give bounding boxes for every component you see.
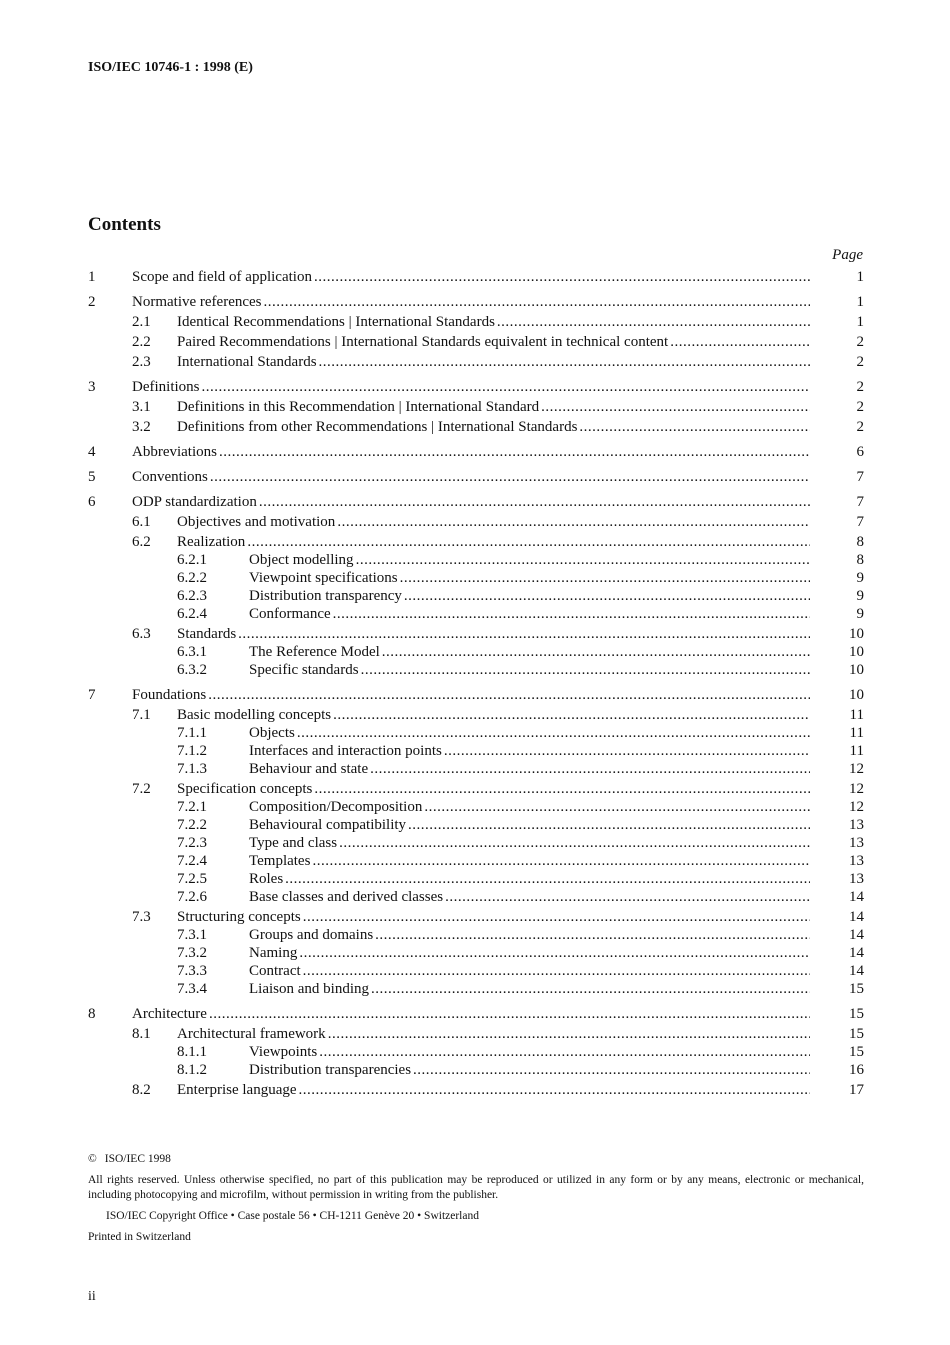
dot-leader: [303, 908, 810, 926]
toc-entry: [88, 398, 864, 416]
dot-leader: [337, 513, 810, 531]
toc-entry-label-wrap: [249, 888, 810, 906]
toc-entry-page: 13: [849, 871, 864, 887]
toc-entry-label: Behaviour and state: [249, 761, 369, 777]
toc-entry-label: Type and class: [249, 835, 338, 851]
toc-entry-page: 14: [849, 945, 864, 961]
toc-entry-number: 7.2.2: [177, 817, 207, 833]
dot-leader: [333, 605, 810, 623]
toc-entry-number: 7.3: [132, 909, 151, 925]
toc-entry-label: Objectives and motivation: [177, 514, 336, 530]
toc-entry-label-wrap: [249, 834, 810, 852]
toc-entry-label-wrap: [177, 1081, 810, 1099]
toc-entry: [88, 493, 864, 511]
toc-entry-label-wrap: [249, 1043, 810, 1061]
toc-entry-label: The Reference Model: [249, 644, 380, 660]
toc-entry-page: 2: [856, 419, 864, 435]
toc-entry-label: Groups and domains: [249, 927, 374, 943]
toc-entry-page: 16: [849, 1062, 864, 1078]
dot-leader: [404, 587, 810, 605]
dot-leader: [299, 944, 810, 962]
toc-entry: [88, 944, 864, 962]
toc-entry-label: Normative references: [132, 294, 262, 310]
toc-entry-label: Naming: [249, 945, 298, 961]
toc-entry-page: 1: [856, 294, 864, 310]
toc-entry: [88, 1061, 864, 1079]
toc-entry-label-wrap: [249, 870, 810, 888]
toc-entry-label: Templates: [249, 853, 311, 869]
toc-entry-label-wrap: [132, 468, 810, 486]
toc-entry-label: Interfaces and interaction points: [249, 743, 442, 759]
toc-entry-page: 14: [849, 963, 864, 979]
page-number: ii: [88, 1289, 96, 1304]
toc-entry-page: 9: [856, 606, 864, 622]
dot-leader: [247, 533, 810, 551]
dot-leader: [299, 1081, 810, 1099]
toc-entry-number: 6.2.4: [177, 606, 207, 622]
toc-entry: [88, 587, 864, 605]
toc-entry-number: 5: [88, 469, 96, 485]
toc-entry-page: 1: [856, 314, 864, 330]
toc-entry-label-wrap: [249, 852, 810, 870]
toc-entry-number: 7.2.3: [177, 835, 207, 851]
toc-entry: [88, 443, 864, 461]
toc-entry-label: Roles: [249, 871, 284, 887]
toc-entry-label: Standards: [177, 626, 237, 642]
toc-entry-label: Viewpoint specifications: [249, 570, 398, 586]
toc-entry-number: 8.1.1: [177, 1044, 207, 1060]
toc-entry-label: Definitions from other Recommendations | International Standards: [177, 419, 578, 435]
dot-leader: [314, 268, 810, 286]
toc-entry-page: 6: [856, 444, 864, 460]
dot-leader: [314, 780, 810, 798]
toc-entry: [88, 333, 864, 351]
toc-entry-label: Enterprise language: [177, 1082, 297, 1098]
dot-leader: [297, 724, 810, 742]
toc-entry-page: 2: [856, 399, 864, 415]
toc-entry-label-wrap: [132, 378, 810, 396]
dot-leader: [361, 661, 810, 679]
toc-entry: [88, 551, 864, 569]
toc-entry-label-wrap: [249, 643, 810, 661]
toc-entry-label: Abbreviations: [132, 444, 217, 460]
dot-leader: [339, 834, 810, 852]
toc-entry-label-wrap: [249, 661, 810, 679]
toc-entry-label-wrap: [132, 1005, 810, 1023]
toc-entry: [88, 816, 864, 834]
dot-leader: [356, 551, 810, 569]
dot-leader: [285, 870, 810, 888]
dot-leader: [259, 493, 810, 511]
toc-entry-page: 10: [849, 662, 864, 678]
toc-entry-label-wrap: [132, 443, 810, 461]
toc-entry-number: 6.2.1: [177, 552, 207, 568]
toc-entry-number: 2.3: [132, 354, 151, 370]
toc-entry-label: Definitions: [132, 379, 200, 395]
toc-entry: [88, 706, 864, 724]
toc-entry: [88, 870, 864, 888]
toc-entry-page: 15: [849, 1006, 864, 1022]
toc-entry-label-wrap: [132, 268, 810, 286]
toc-entry-label: Contract: [249, 963, 301, 979]
toc-entry-page: 1: [856, 269, 864, 285]
toc-entry-number: 2: [88, 294, 96, 310]
toc-entry-label-wrap: [177, 533, 810, 551]
toc-entry-number: 6.3.2: [177, 662, 207, 678]
toc-entry: [88, 533, 864, 551]
toc-entry-page: 2: [856, 379, 864, 395]
toc-entry-page: 9: [856, 570, 864, 586]
toc-entry-number: 3.1: [132, 399, 151, 415]
toc-entry-number: 7.3.4: [177, 981, 207, 997]
toc-entry-number: 7.1: [132, 707, 151, 723]
copyright-line: [88, 1152, 864, 1167]
toc-entry: [88, 468, 864, 486]
toc-entry-label: Architectural framework: [177, 1026, 326, 1042]
dot-leader: [312, 852, 810, 870]
dot-leader: [333, 706, 810, 724]
toc-entry: [88, 888, 864, 906]
toc-entry-page: 2: [856, 354, 864, 370]
toc-entry: [88, 852, 864, 870]
dot-leader: [319, 353, 810, 371]
toc-entry-page: 2: [856, 334, 864, 350]
toc-entry-label: Distribution transparency: [249, 588, 402, 604]
toc-entry-label: International Standards: [177, 354, 317, 370]
toc-entry: [88, 1043, 864, 1061]
dot-leader: [209, 1005, 810, 1023]
toc-entry-number: 1: [88, 269, 96, 285]
dot-leader: [408, 816, 810, 834]
toc-entry-page: 14: [849, 889, 864, 905]
toc-entry-label-wrap: [177, 313, 810, 331]
toc-entry-number: 6.2.2: [177, 570, 207, 586]
toc-entry-number: 2.2: [132, 334, 151, 350]
toc-entry-page: 8: [856, 534, 864, 550]
toc-entry-page: 7: [856, 494, 864, 510]
toc-entry-label: Composition/Decomposition: [249, 799, 423, 815]
toc-entry-number: 6.3.1: [177, 644, 207, 660]
toc-entry-label-wrap: [132, 493, 810, 511]
toc-entry-page: 15: [849, 981, 864, 997]
toc-entry-label: Scope and field of application: [132, 269, 312, 285]
toc-entry-number: 6.2: [132, 534, 151, 550]
toc-entry-label: Architecture: [132, 1006, 207, 1022]
toc-entry-number: 3: [88, 379, 96, 395]
toc-entry: [88, 569, 864, 587]
toc-entry: [88, 625, 864, 643]
toc-entry-label-wrap: [177, 418, 810, 436]
toc-entry-number: 8.1.2: [177, 1062, 207, 1078]
toc-entry-label: Behavioural compatibility: [249, 817, 407, 833]
toc-entry-page: 12: [849, 781, 864, 797]
toc-entry-label-wrap: [249, 587, 810, 605]
dot-leader: [579, 418, 810, 436]
toc-entry-label: Structuring concepts: [177, 909, 301, 925]
toc-entry: [88, 268, 864, 286]
toc-entry-label: Specific standards: [249, 662, 359, 678]
toc-entry-label-wrap: [249, 944, 810, 962]
copyright-icon: ©: [88, 1153, 97, 1165]
toc-entry: [88, 962, 864, 980]
toc-entry-page: 11: [849, 725, 864, 741]
toc-entry-label: Viewpoints: [249, 1044, 318, 1060]
dot-leader: [444, 742, 810, 760]
dot-leader: [202, 378, 811, 396]
toc-entry-number: 3.2: [132, 419, 151, 435]
toc-entry-number: 7.2.5: [177, 871, 207, 887]
toc-entry: [88, 760, 864, 778]
dot-leader: [303, 962, 810, 980]
toc-entry-label-wrap: [177, 780, 810, 798]
dot-leader: [238, 625, 810, 643]
toc-entry-label: Objects: [249, 725, 295, 741]
toc-entry-page: 13: [849, 835, 864, 851]
toc-entry-number: 8: [88, 1006, 96, 1022]
toc-entry-number: 8.1: [132, 1026, 151, 1042]
toc-entry: [88, 926, 864, 944]
dot-leader: [541, 398, 810, 416]
toc-entry-page: 14: [849, 927, 864, 943]
toc-entry-number: 7.2.4: [177, 853, 207, 869]
toc-entry: [88, 834, 864, 852]
page-column-label: Page: [832, 247, 863, 263]
toc-entry-page: 11: [849, 707, 864, 723]
toc-entry-page: 14: [849, 909, 864, 925]
dot-leader: [210, 468, 810, 486]
toc-entry-label: Liaison and binding: [249, 981, 369, 997]
toc-entry-label-wrap: [132, 686, 810, 704]
toc-entry-page: 13: [849, 817, 864, 833]
toc-entry-label-wrap: [177, 706, 810, 724]
toc-entry-number: 7.2.1: [177, 799, 207, 815]
toc-entry-label-wrap: [177, 353, 810, 371]
toc-entry-page: 15: [849, 1044, 864, 1060]
toc-entry-label: Definitions in this Recommendation | International Standard: [177, 399, 540, 415]
toc-entry-page: 11: [849, 743, 864, 759]
table-of-contents: [88, 268, 864, 1099]
toc-entry: [88, 643, 864, 661]
toc-entry-label: Conformance: [249, 606, 331, 622]
toc-entry-label-wrap: [249, 926, 810, 944]
toc-entry-page: 9: [856, 588, 864, 604]
toc-entry-number: 2.1: [132, 314, 151, 330]
dot-leader: [445, 888, 810, 906]
toc-entry-page: 7: [856, 469, 864, 485]
toc-entry-label-wrap: [249, 1061, 810, 1079]
dot-leader: [375, 926, 810, 944]
toc-entry: [88, 378, 864, 396]
toc-entry-number: 7.2.6: [177, 889, 207, 905]
toc-entry-label-wrap: [177, 1025, 810, 1043]
toc-entry-number: 7.1.3: [177, 761, 207, 777]
toc-entry: [88, 798, 864, 816]
toc-entry-number: 7.2: [132, 781, 151, 797]
toc-entry-number: 6.1: [132, 514, 151, 530]
toc-entry: [88, 605, 864, 623]
toc-entry-label-wrap: [249, 551, 810, 569]
dot-leader: [319, 1043, 810, 1061]
toc-entry-page: 12: [849, 799, 864, 815]
toc-entry-label: Object modelling: [249, 552, 354, 568]
toc-entry-label: Distribution transparencies: [249, 1062, 412, 1078]
toc-entry: [88, 661, 864, 679]
toc-entry: [88, 908, 864, 926]
toc-entry-label-wrap: [132, 293, 810, 311]
toc-entry: [88, 724, 864, 742]
toc-entry-label-wrap: [177, 398, 810, 416]
rights-statement: All rights reserved. Unless otherwise specified, no part of this publication may be reproduced or utilized in any form or by any means, electronic or mechanical, including photocopying and microfilm, without permission in writing from the publisher.: [88, 1174, 864, 1201]
toc-entry-number: 7.3.3: [177, 963, 207, 979]
dot-leader: [208, 686, 810, 704]
toc-entry-label: Specification concepts: [177, 781, 313, 797]
toc-entry-label: Conventions: [132, 469, 208, 485]
contents-title: Contents: [88, 214, 161, 235]
copyright-text: ISO/IEC 1998: [104, 1153, 171, 1165]
dot-leader: [424, 798, 810, 816]
toc-entry-label: Realization: [177, 534, 246, 550]
toc-entry-label: ODP standardization: [132, 494, 257, 510]
toc-entry: [88, 418, 864, 436]
toc-entry-page: 10: [849, 626, 864, 642]
dot-leader: [497, 313, 810, 331]
dot-leader: [371, 980, 810, 998]
toc-entry: [88, 742, 864, 760]
toc-entry-label: Basic modelling concepts: [177, 707, 332, 723]
toc-entry-label: Paired Recommendations | International Standards equivalent in technical content: [177, 334, 669, 350]
footer: [88, 1152, 864, 1245]
toc-entry-label-wrap: [249, 724, 810, 742]
toc-entry-label-wrap: [177, 513, 810, 531]
toc-entry-label-wrap: [249, 742, 810, 760]
toc-entry-number: 7: [88, 687, 96, 703]
toc-entry-label-wrap: [177, 908, 810, 926]
toc-entry: [88, 780, 864, 798]
toc-entry-label: Identical Recommendations | International Standards: [177, 314, 495, 330]
toc-entry-label-wrap: [249, 760, 810, 778]
document-header: ISO/IEC 10746-1 : 1998 (E): [88, 60, 253, 75]
toc-entry-page: 12: [849, 761, 864, 777]
toc-entry-label-wrap: [249, 816, 810, 834]
dot-leader: [328, 1025, 810, 1043]
dot-leader: [382, 643, 810, 661]
toc-entry-label-wrap: [249, 980, 810, 998]
toc-entry-number: 4: [88, 444, 96, 460]
toc-entry-page: 13: [849, 853, 864, 869]
dot-leader: [400, 569, 810, 587]
toc-entry: [88, 313, 864, 331]
toc-entry-number: 8.2: [132, 1082, 151, 1098]
dot-leader: [670, 333, 810, 351]
toc-entry-label-wrap: [249, 605, 810, 623]
toc-entry: [88, 513, 864, 531]
toc-entry-number: 6: [88, 494, 96, 510]
printed-in: Printed in Switzerland: [88, 1231, 191, 1243]
dot-leader: [264, 293, 810, 311]
toc-entry-number: 7.3.2: [177, 945, 207, 961]
toc-entry-label-wrap: [249, 798, 810, 816]
toc-entry: [88, 686, 864, 704]
toc-entry: [88, 1025, 864, 1043]
dot-leader: [413, 1061, 810, 1079]
toc-entry-number: 7.1.2: [177, 743, 207, 759]
toc-entry-number: 7.3.1: [177, 927, 207, 943]
toc-entry: [88, 980, 864, 998]
toc-entry-number: 7.1.1: [177, 725, 207, 741]
toc-entry-label-wrap: [177, 625, 810, 643]
toc-entry: [88, 1081, 864, 1099]
toc-entry: [88, 293, 864, 311]
toc-entry-page: 10: [849, 687, 864, 703]
toc-entry-page: 8: [856, 552, 864, 568]
copyright-office: ISO/IEC Copyright Office • Case postale 56 • CH-1211 Genève 20 • Switzerland: [106, 1210, 479, 1222]
toc-entry-page: 10: [849, 644, 864, 660]
toc-entry-page: 15: [849, 1026, 864, 1042]
dot-leader: [370, 760, 810, 778]
toc-entry-page: 7: [856, 514, 864, 530]
toc-entry-number: 6.2.3: [177, 588, 207, 604]
toc-entry-page: 17: [849, 1082, 864, 1098]
toc-entry-label-wrap: [249, 569, 810, 587]
toc-entry: [88, 1005, 864, 1023]
toc-entry-label: Foundations: [132, 687, 207, 703]
dot-leader: [219, 443, 810, 461]
toc-entry: [88, 353, 864, 371]
toc-entry-number: 6.3: [132, 626, 151, 642]
toc-entry-label-wrap: [249, 962, 810, 980]
toc-entry-label: Base classes and derived classes: [249, 889, 444, 905]
toc-entry-label-wrap: [177, 333, 810, 351]
